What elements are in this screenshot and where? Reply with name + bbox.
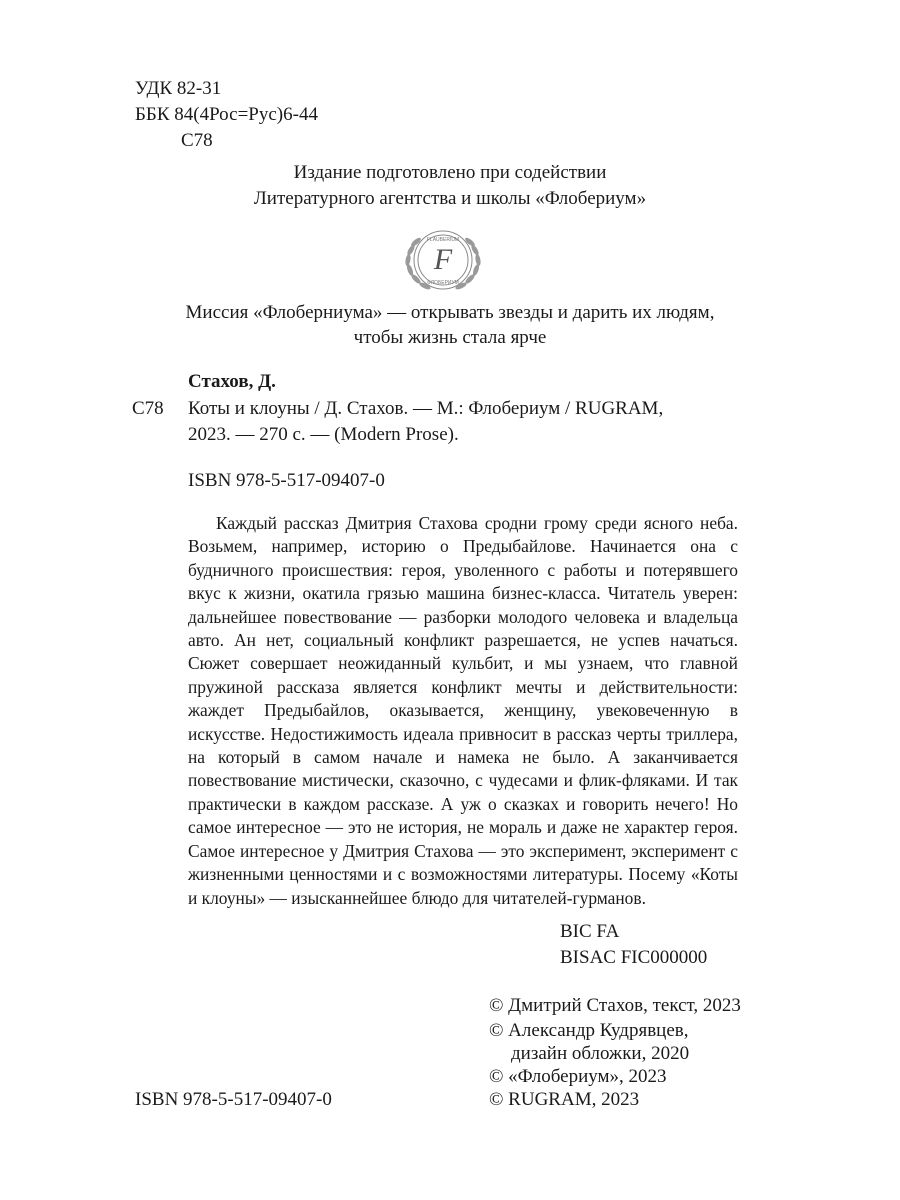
annotation-paragraph: Каждый рассказ Дмитрия Стахова сродни грому среди ясного неба. Возьмем, например, историю о Предыбайлове. Начинается она с будничного происшествия: героя, уволенного с работы и потерявшего вкус к жизни, окатила грязью машина бизнес-класса. Читатель уверен: дальнейшее повествование — разборки молодого человека и владельца авто. Ан нет, социальный конфликт разрешается, не успев начаться. Сюжет совершает неожиданный кульбит, и мы узнаем, что главной пружиной рассказа является конфликт мечты и действительности: жаждет Предыбайлов, оказывается, женщину, увековеченную в искусстве. Недостижимость идеала привносит в рассказ черты триллера, на который в самом начале и намека не было. А заканчивается повествование мистически, сказочно, с чудесами и флик-фляками. И так практически в каждом рассказе. А уж о сказках и говорить нечего! Но самое интересное — это не история, не мораль и даже не характер героя. Самое интересное у Дмитрия Стахова — это эксперимент, эксперимент с жизненными ценностями и с возможностями литературы. Посему «Коты и клоуны» — изысканнейшее блюдо для читателей-гурманов.: [188, 513, 738, 908]
publisher-note-line-1: Издание подготовлено при содействии: [293, 162, 607, 183]
author-mark-code: С78: [181, 130, 213, 151]
copyright-line-4: © «Флобериум», 2023: [489, 1066, 667, 1087]
isbn-top: ISBN 978-5-517-09407-0: [188, 470, 385, 491]
bibliographic-line-2: 2023. — 270 с. — (Modern Prose).: [188, 424, 459, 445]
publisher-note-line-2: Литературного агентства и школы «Флобериум»: [253, 188, 647, 209]
copyright-line-2: © Александр Кудрявцев,: [489, 1020, 689, 1041]
isbn-bottom: ISBN 978-5-517-09407-0: [135, 1089, 332, 1110]
bic-code: BIC FA: [560, 921, 620, 942]
mission-line-2: чтобы жизнь стала ярче: [353, 327, 547, 348]
mission-line-1: Миссия «Флоберниума» — открывать звезды и дарить их людям,: [185, 302, 715, 323]
copyright-line-3: дизайн обложки, 2020: [511, 1043, 690, 1064]
flauberium-logo-icon: [397, 220, 489, 302]
copyright-line-5: © RUGRAM, 2023: [489, 1089, 640, 1110]
author-heading: Стахов, Д.: [188, 371, 276, 392]
logo-top-text: FLAUBERIUM: [426, 237, 460, 243]
bibliographic-line-1: Коты и клоуны / Д. Стахов. — М.: Флобериум / RUGRAM,: [188, 398, 664, 419]
copyright-line-1: © Дмитрий Стахов, текст, 2023: [489, 995, 741, 1016]
udk-code: УДК 82-31: [135, 78, 222, 99]
bibliographic-code: С78: [132, 398, 164, 419]
logo-bottom-text: ФЛОБЕРИУМ: [427, 280, 459, 286]
logo-letter: F: [433, 243, 453, 276]
bbk-code: ББК 84(4Рос=Рус)6-44: [135, 104, 318, 125]
bisac-code: BISAC FIC000000: [560, 947, 708, 968]
